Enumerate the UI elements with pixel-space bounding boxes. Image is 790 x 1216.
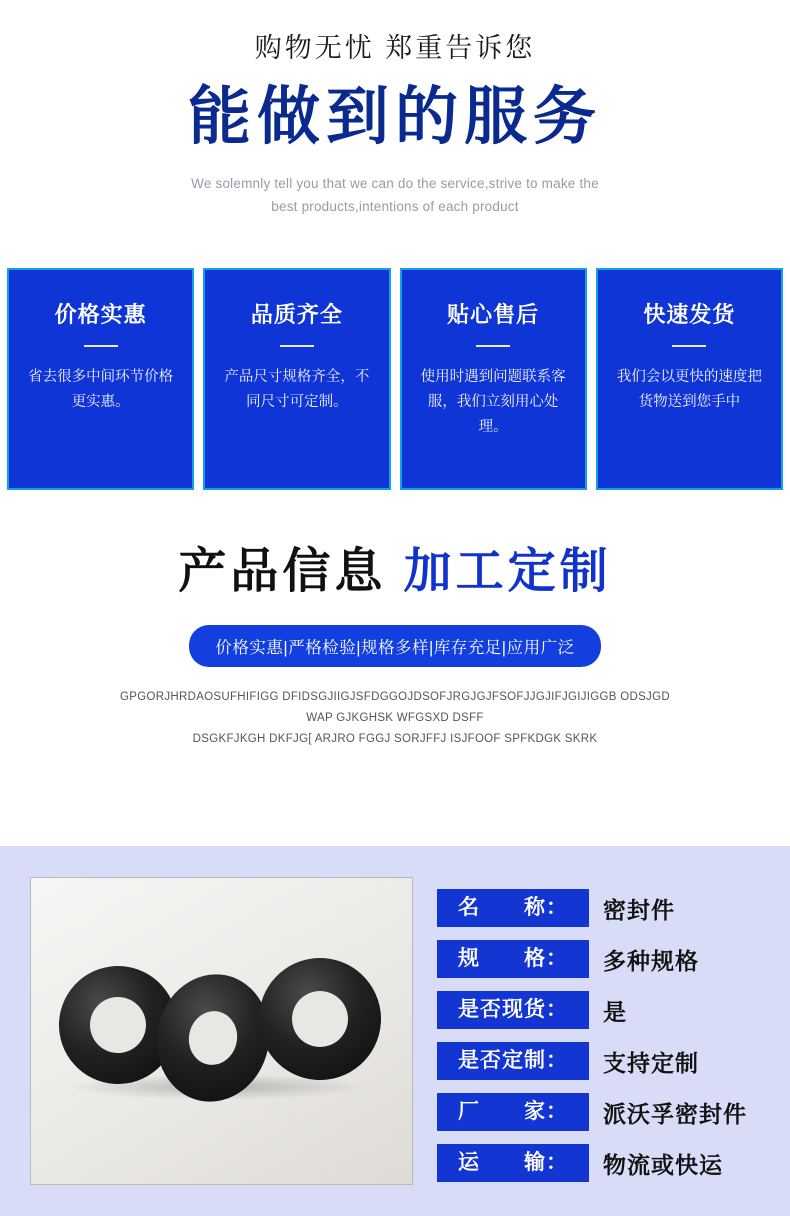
- service-header: [0, 0, 790, 218]
- service-english-line-1: We solemnly tell you that we can do the service,strive to make the: [191, 176, 599, 192]
- product-info-tagline-pill: 价格实惠|严格检验|规格多样|库存充足|应用广泛: [189, 625, 600, 667]
- product-info-title-black: 产品信息: [178, 544, 387, 598]
- spec-label: 是否现货：: [437, 991, 589, 1029]
- spec-value: 物流或快运: [603, 1151, 723, 1178]
- service-english-text: [0, 173, 790, 218]
- filler-line-1: GPGORJHRDAOSUFHIFIGG DFIDSGJIIGJSFDGGOJDSOFJRGJGJFSOFJJGJIFJGIJIGGB ODSJGD: [120, 690, 670, 703]
- feature-card: [596, 268, 783, 490]
- spec-label: 名 称：: [437, 889, 589, 927]
- feature-card-title: 品质齐全: [250, 301, 343, 327]
- spec-value: 派沃孚密封件: [603, 1100, 747, 1127]
- divider: [672, 345, 706, 347]
- service-main-title: 能做到的服务: [188, 82, 602, 152]
- feature-card-title: 快速发货: [643, 301, 736, 327]
- feature-card-title: 价格实惠: [54, 301, 147, 327]
- table-row: [437, 1042, 770, 1080]
- feature-card-text: 产品尺寸规格齐全，不同尺寸可定制。: [224, 368, 370, 410]
- feature-card: [7, 268, 194, 490]
- spec-label: 运 输：: [437, 1144, 589, 1182]
- spec-label: 规 格：: [437, 940, 589, 978]
- feature-card-list: [0, 268, 790, 490]
- product-photo: [30, 877, 413, 1185]
- divider: [476, 345, 510, 347]
- table-row: [437, 991, 770, 1029]
- spec-label: 是否定制：: [437, 1042, 589, 1080]
- spec-value: 密封件: [603, 896, 675, 923]
- feature-card-title: 贴心售后: [447, 301, 540, 327]
- divider: [280, 345, 314, 347]
- table-row: [437, 889, 770, 927]
- spec-value: 支持定制: [603, 1049, 699, 1076]
- feature-card-text: 使用时遇到问题联系客服，我们立刻用心处理。: [420, 368, 566, 435]
- product-info-filler-text: [0, 687, 790, 751]
- service-english-line-2: best products,intentions of each product: [271, 198, 519, 214]
- product-info-section: [0, 546, 790, 751]
- table-row: [437, 1144, 770, 1182]
- spec-panel: [0, 846, 790, 1216]
- spec-value: 多种规格: [603, 947, 699, 974]
- divider: [84, 345, 118, 347]
- table-row: [437, 1093, 770, 1131]
- feature-card: [400, 268, 587, 490]
- service-subtitle-top: 购物无忧 郑重告诉您: [254, 33, 536, 63]
- feature-card-text: 省去很多中间环节价格更实惠。: [28, 368, 174, 410]
- feature-card: [203, 268, 390, 490]
- spec-value: 是: [603, 998, 627, 1025]
- spec-table: [437, 877, 770, 1216]
- filler-line-3: DSGKFJKGH DKFJG[ ARJRO FGGJ SORJFFJ ISJFOOF SPFKDGK SKRK: [192, 733, 598, 746]
- table-row: [437, 940, 770, 978]
- product-info-title-blue: 加工定制: [403, 544, 612, 598]
- product-info-title: [0, 546, 790, 599]
- filler-line-2: WAP GJKGHSK WFGSXD DSFF: [306, 712, 484, 725]
- feature-card-text: 我们会以更快的速度把货物送到您手中: [616, 368, 762, 410]
- spec-label: 厂 家：: [437, 1093, 589, 1131]
